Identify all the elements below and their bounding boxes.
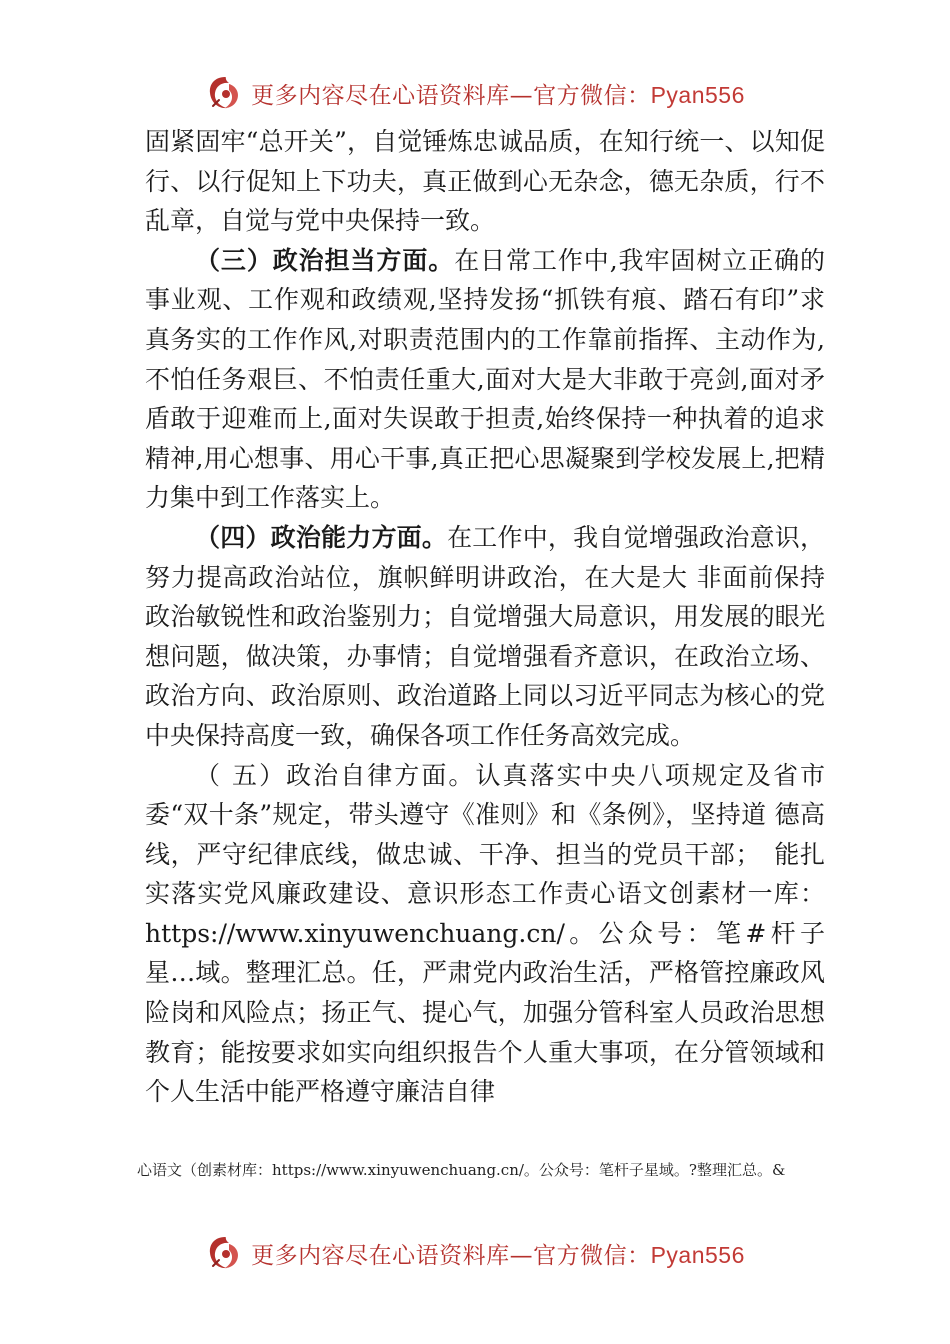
banner-text	[251, 77, 745, 110]
footnote: 心语文（创素材库：https://www.xinyuwenchuang.cn/。公众号：笔杆子星域。?整理汇总。&	[137, 1161, 786, 1179]
document-body	[145, 122, 825, 1112]
footer-banner	[0, 1228, 950, 1278]
wechat-id: Pyan556	[650, 81, 745, 108]
paragraph-3	[145, 518, 825, 756]
paragraph-3-heading: （四）政治能力方面。	[195, 522, 448, 552]
paragraph-2-heading: （三）政治担当方面。	[195, 245, 455, 275]
brush-logo-icon	[205, 73, 245, 113]
paragraph-1	[145, 122, 825, 241]
banner-text	[251, 1237, 745, 1270]
header-banner	[0, 68, 950, 118]
paragraph-2-text: 在日常工作中,我牢固树立正确的事业观、工作观和政绩观,坚持发扬“抓铁有痕、踏石有印”求真务实的工作作风,对职责范围内的工作靠前指挥、主动作为,不怕任务艰巨、不怕责任重大,面对大是大非敢于亮剑,面对矛盾敢于迎难而上,面对失误敢于担责,始终保持一种执着的追求精神,用心想事、用心干事,真正把心思凝聚到学校发展上,把精力集中到工作落实上。	[145, 245, 825, 513]
paragraph-1-text: 固紧固牢“总开关”，自觉锤炼忠诚品质，在知行统一、以知促行、以行促知上下功夫，真正做到心无杂念，德无杂质，行不乱章，自觉与党中央保持一致。	[145, 127, 825, 236]
paragraph-4-text: （ 五）政治自律方面。认真落实中央八项规定及省市委“双十条”规定，带头遵守《准则》和《条例》，坚持道 德高线，严守纪律底线，做忠诚、干净、担当的党员干部； 能扎实落实党风廉政建设、意识形态工作责心语文创素材一库：https://www.xinyuwenchuang.cn/。公众号：笔#杆子星…域。整理汇总。任，严肃党内政治生活，严格管控廉政风险岗和风险点；扬正气、提心气，加强分管科室人员政治思想教育；能按要求如实向组织报告个人重大事项，在分管领域和个人生活中能严格遵守廉洁自律	[145, 760, 825, 1107]
brush-logo-icon	[205, 1233, 245, 1273]
paragraph-2	[145, 241, 825, 518]
banner-label: 更多内容尽在心语资料库—官方微信：	[251, 1242, 651, 1269]
wechat-id: Pyan556	[650, 1241, 745, 1268]
banner-label: 更多内容尽在心语资料库—官方微信：	[251, 82, 651, 109]
paragraph-4	[145, 756, 825, 1112]
paragraph-3-text: 在工作中，我自觉增强政治意识，努力提高政治站位，旗帜鲜明讲政治，在大是大 非面前保持政治敏锐性和政治鉴别力；自觉增强大局意识，用发展的眼光想问题，做决策，办事情；自觉增强看齐意识，在政治立场、政治方向、政治原则、政治道路上同以习近平同志为核心的党中央保持高度一致，确保各项工作任务高效完成。	[145, 522, 825, 750]
